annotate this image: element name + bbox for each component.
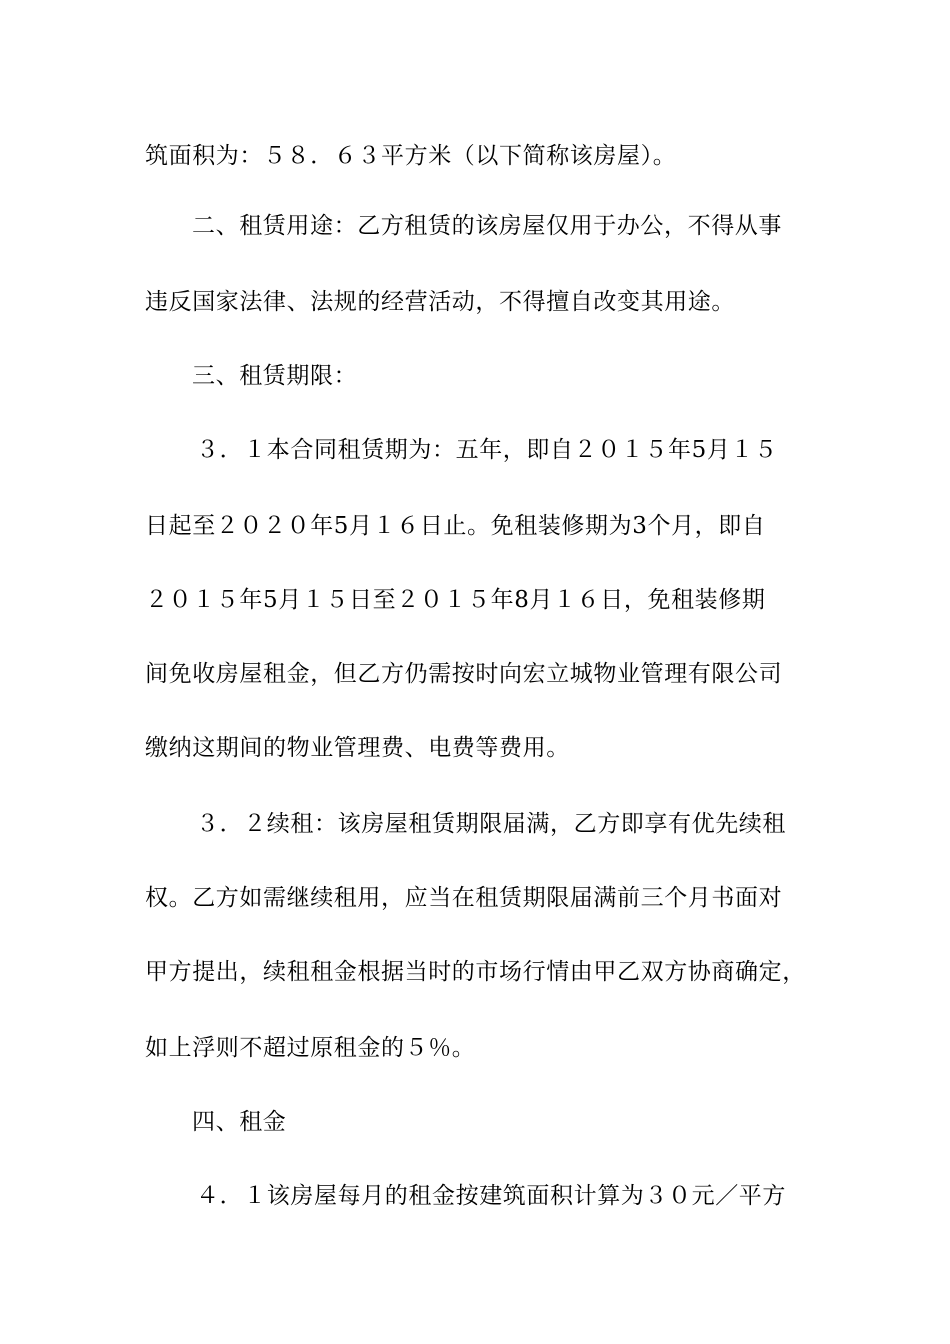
text-line-2: 二、租赁用途：乙方租赁的该房屋仅用于办公，不得从事 [192,213,782,239]
text-line-11: 权。乙方如需继续租用，应当在租赁期限届满前三个月书面对 [145,885,783,911]
text-line-8: 间免收房屋租金，但乙方仍需按时向宏立城物业管理有限公司 [145,661,783,687]
text-line-1: 筑面积为：５８．６３平方米（以下简称该房屋）。 [145,143,677,169]
text-line-6: 日起至２０２０年5月１６日止。免租装修期为3个月，即自 [145,513,766,539]
text-line-4: 三、租赁期限： [192,363,358,389]
text-line-3: 违反国家法律、法规的经营活动，不得擅自改变其用途。 [145,289,735,315]
text-line-7: ２０１５年5月１５日至２０１５年8月１６日，免租装修期 [145,587,766,613]
text-line-5: ３．１本合同租赁期为：五年，即自２０１５年5月１５ [196,437,778,463]
text-line-13: 如上浮则不超过原租金的５％。 [145,1035,476,1061]
text-line-15: ４．１该房屋每月的租金按建筑面积计算为３０元／平方 [196,1183,786,1209]
text-line-12: 甲方提出，续租租金根据当时的市场行情由甲乙双方协商确定， [145,959,806,985]
text-line-14: 四、租金 [192,1109,287,1135]
text-line-10: ３．２续租：该房屋租赁期限届满，乙方即享有优先续租 [196,811,786,837]
text-line-9: 缴纳这期间的物业管理费、电费等费用。 [145,735,570,761]
